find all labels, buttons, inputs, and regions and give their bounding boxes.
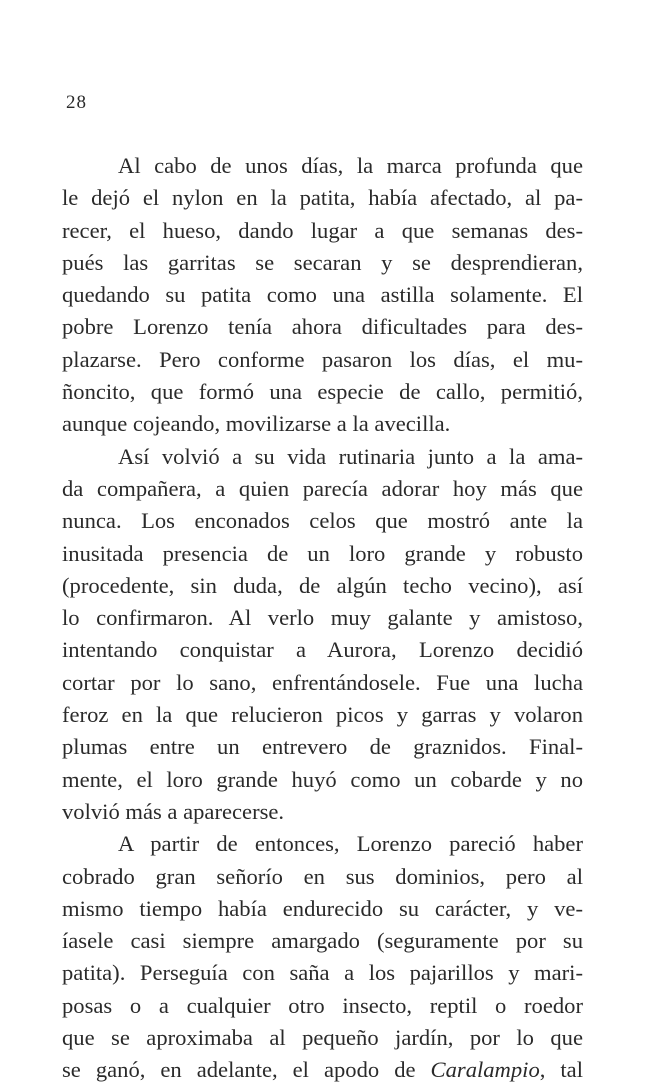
text-line: inusitada presencia de un loro grande y robusto: [62, 540, 583, 566]
text-line: Al cabo de unos días, la marca profunda que: [118, 153, 583, 178]
text-line: plazarse. Pero conforme pasaron los días, el mu-: [62, 346, 583, 372]
text-fragment: , tal: [539, 1057, 583, 1083]
text-line: pobre Lorenzo tenía ahora dificultades para des-: [62, 314, 583, 340]
text-line: feroz en la que relucieron picos y garras y volaron: [62, 702, 583, 728]
text-line: pués las garritas se secaran y se desprendieran,: [62, 249, 583, 275]
italic-name: Caralampio: [430, 1057, 540, 1083]
text-line: nunca. Los enconados celos que mostró ante la: [62, 508, 583, 534]
text-line: (procedente, sin duda, de algún techo vecino), así: [62, 572, 583, 598]
text-line: aunque cojeando, movilizarse a la avecilla.: [62, 411, 451, 437]
text-line: Así volvió a su vida rutinaria junto a la ama-: [118, 443, 583, 469]
text-line: cobrado gran señorío en sus dominios, pero al: [62, 863, 583, 889]
text-line: posas o a cualquier otro insecto, reptil o roedor: [62, 992, 583, 1018]
text-line: íasele casi siempre amargado (seguramente por su: [62, 928, 583, 954]
text-line: cortar por lo sano, enfrentándosele. Fue una lucha: [62, 669, 583, 695]
text-line: da compañera, a quien parecía adorar hoy más que: [62, 475, 583, 501]
paragraph: [62, 150, 583, 441]
text-line: quedando su patita como una astilla solamente. El: [62, 282, 583, 308]
text-line: intentando conquistar a Aurora, Lorenzo decidió: [62, 637, 583, 663]
paragraph: [62, 441, 583, 829]
text-line: mismo tiempo había endurecido su carácter, y ve-: [62, 895, 583, 921]
text-line: volvió más a aparecerse.: [62, 798, 285, 824]
text-line: ñoncito, que formó una especie de callo, permitió,: [62, 379, 583, 405]
paragraph: [62, 828, 583, 1086]
text-line: A partir de entonces, Lorenzo pareció haber: [118, 831, 583, 857]
text-line-last: [62, 1054, 583, 1086]
text-line: mente, el loro grande huyó como un cobarde y no: [62, 766, 583, 792]
text-line: que se aproximaba al pequeño jardín, por lo que: [62, 1025, 583, 1051]
text-line: plumas entre un entrevero de graznidos. Final-: [62, 734, 583, 760]
text-line: recer, el hueso, dando lugar a que semanas des-: [62, 217, 583, 243]
text-fragment: se ganó, en adelante, el apodo de: [62, 1057, 431, 1083]
text-line: patita). Perseguía con saña a los pajarillos y mari-: [62, 960, 583, 986]
text-line: lo confirmaron. Al verlo muy galante y amistoso,: [62, 605, 583, 631]
body-text: [62, 150, 583, 1087]
page-number: 28: [66, 92, 87, 113]
text-line: le dejó el nylon en la patita, había afectado, al pa-: [62, 185, 583, 211]
